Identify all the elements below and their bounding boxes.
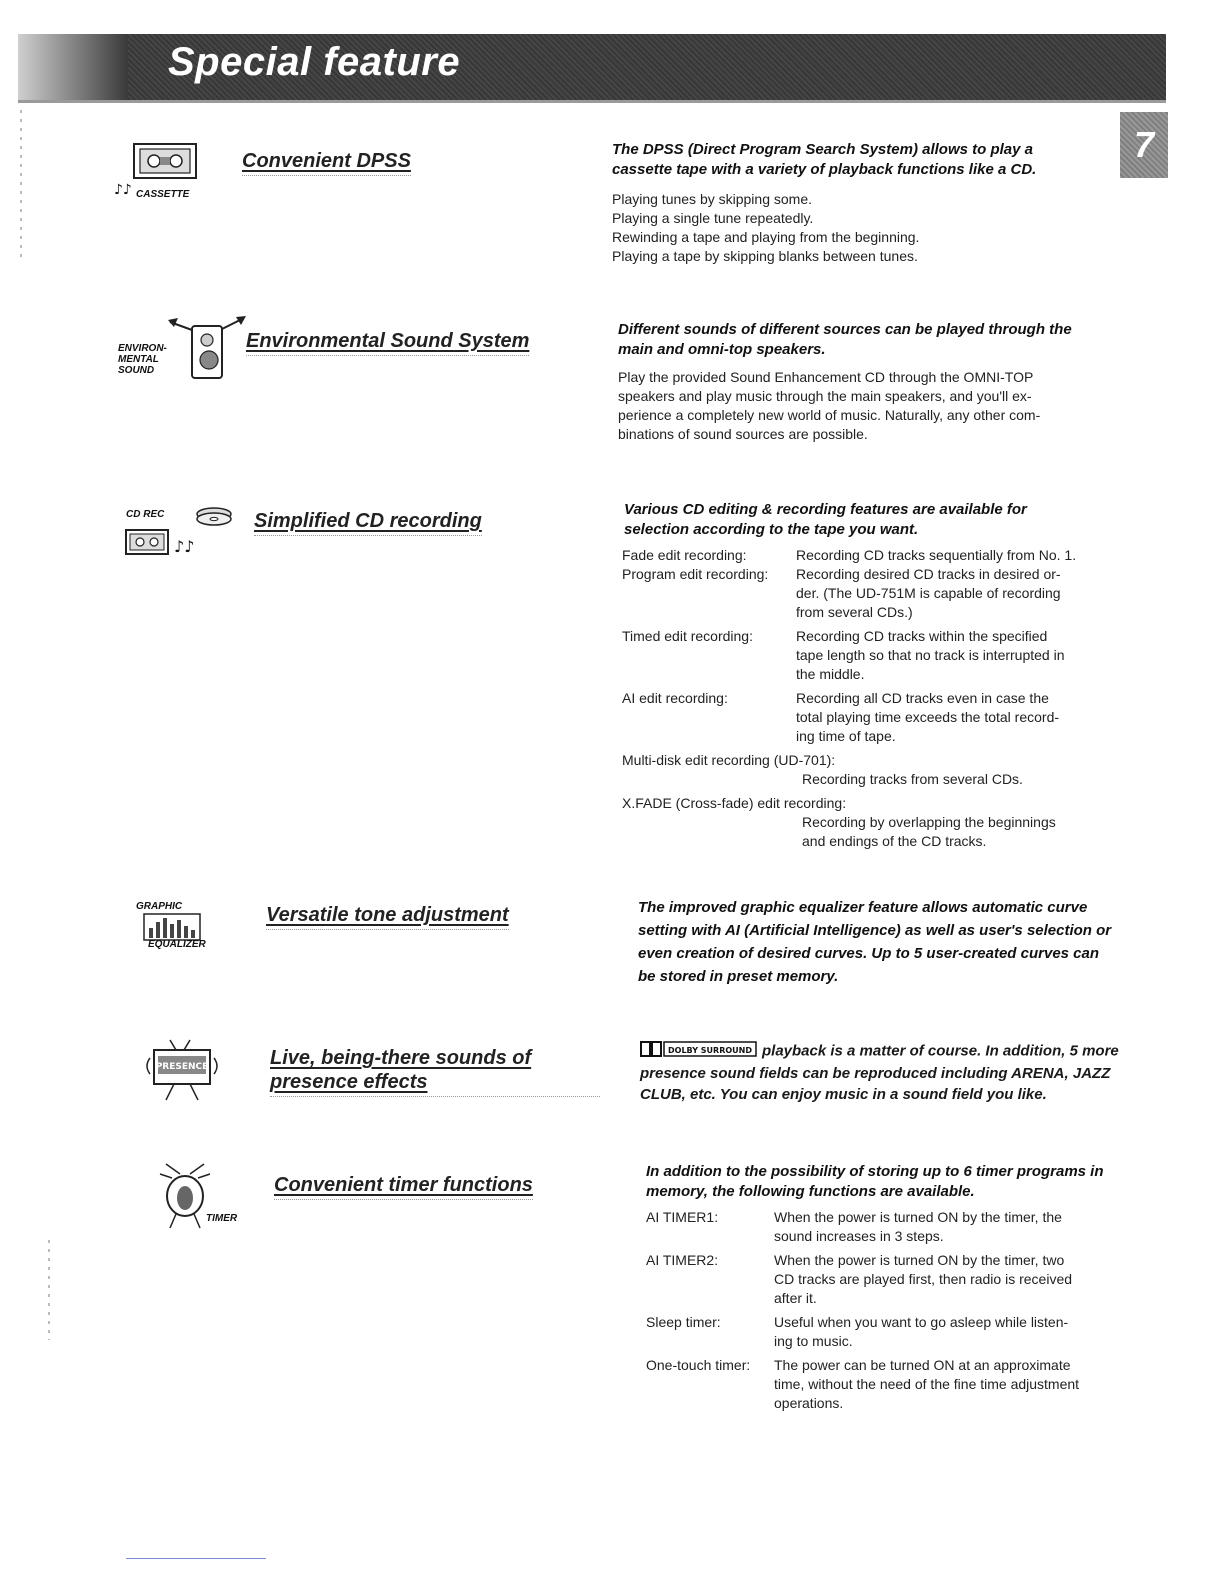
feature-definition-list <box>646 1208 1136 1413</box>
svg-text:♪♪: ♪♪ <box>114 182 132 198</box>
icon-caption: TIMER <box>206 1213 238 1224</box>
definition-desc: Recording CD tracks sequentially from No. 1. <box>796 547 1077 563</box>
dolby-logo-text: DOLBY SURROUND <box>668 1046 752 1055</box>
definition-row <box>622 627 1112 646</box>
definition-desc: from several CDs.) <box>796 604 913 620</box>
feature-title: Simplified CD recording <box>254 510 482 536</box>
definition-desc: der. (The UD-751M is capable of recording <box>796 585 1061 601</box>
definition-row <box>622 646 1112 665</box>
presence-icon-label: PRESENCE <box>155 1062 209 1072</box>
definition-row <box>622 689 1112 708</box>
definition-row <box>646 1289 1136 1308</box>
feature-lead: The DPSS (Direct Program Search System) allows to play a cassette tape with a variety of playback functions like a CD. <box>612 141 1037 178</box>
definition-term <box>646 1394 774 1413</box>
environmental-sound-icon <box>160 312 250 387</box>
definition-desc: When the power is turned ON by the timer, two <box>774 1252 1065 1268</box>
svg-text:♪♪: ♪♪ <box>174 537 195 556</box>
definition-row <box>646 1356 1136 1375</box>
feature-title: Live, being-there sounds of presence effects <box>270 1046 600 1097</box>
presence-icon <box>140 1038 230 1113</box>
body-line: binations of sound sources are possible. <box>618 426 868 442</box>
feature-lead-block <box>640 1040 1120 1105</box>
definition-term: Sleep timer: <box>646 1314 721 1330</box>
timer-icon <box>150 1156 220 1237</box>
body-line: Playing a single tune repeatedly. <box>612 210 814 226</box>
definition-row <box>646 1251 1136 1270</box>
definition-desc: Recording all CD tracks even in case the <box>796 690 1049 706</box>
definition-row <box>622 603 1112 622</box>
definition-term: Multi-disk edit recording (UD-701): <box>622 752 836 768</box>
definition-term <box>622 665 796 684</box>
definition-desc: operations. <box>774 1395 844 1411</box>
definition-term: Timed edit recording: <box>622 628 753 644</box>
definition-term <box>646 1289 774 1308</box>
definition-row <box>646 1227 1136 1246</box>
definition-term: AI edit recording: <box>622 690 728 706</box>
definition-row <box>646 1208 1136 1227</box>
definition-row <box>622 708 1112 727</box>
definition-desc: The power can be turned ON at an approximate <box>774 1357 1071 1373</box>
icon-caption: SOUND <box>118 365 155 376</box>
body-line: perience a completely new world of music. Naturally, any other com- <box>618 407 1041 423</box>
feature-lead: Different sounds of different sources can be played through the main and omni-top speakers. <box>618 321 1072 358</box>
header-rule <box>18 100 1166 103</box>
margin-dots <box>48 1240 50 1340</box>
definition-term: AI TIMER2: <box>646 1252 719 1268</box>
definition-term <box>646 1270 774 1289</box>
body-line: Playing a tape by skipping blanks between tunes. <box>612 248 918 264</box>
definition-desc: the middle. <box>796 666 865 682</box>
header-fade <box>18 34 128 100</box>
margin-dots <box>20 110 22 260</box>
page-header <box>18 34 1166 100</box>
definition-term <box>622 603 796 622</box>
body-line: Play the provided Sound Enhancement CD through the OMNI-TOP <box>618 369 1034 385</box>
definition-term <box>622 727 796 746</box>
definition-desc: Recording desired CD tracks in desired or- <box>796 566 1061 582</box>
definition-desc: Recording CD tracks within the specified <box>796 628 1048 644</box>
feature-definition-list <box>622 546 1112 851</box>
definition-term: AI TIMER1: <box>646 1209 719 1225</box>
feature-title: Environmental Sound System <box>246 330 529 356</box>
definition-term <box>622 584 796 603</box>
definition-desc: total playing time exceeds the total record- <box>796 709 1060 725</box>
definition-desc: CD tracks are played first, then radio is received <box>774 1271 1073 1287</box>
page-number-tab: 7 <box>1120 112 1168 178</box>
definition-desc: ing time of tape. <box>796 728 896 744</box>
definition-row <box>622 546 1112 565</box>
dolby-logo <box>640 1040 758 1063</box>
definition-row <box>622 665 1112 684</box>
definition-row <box>622 584 1112 603</box>
feature-lead: playback is a matter of course. In addition, 5 more presence sound fields can be reproduced including ARENA, JAZZ CLUB, etc. You can enjoy music in a sound field you like. <box>640 1042 1119 1103</box>
icon-caption: MENTAL <box>118 354 159 365</box>
definition-desc: after it. <box>774 1290 817 1306</box>
definition-desc: sound increases in 3 steps. <box>774 1228 944 1244</box>
feature-title: Versatile tone adjustment <box>266 904 509 930</box>
definition-desc: ing to music. <box>774 1333 853 1349</box>
definition-term <box>622 708 796 727</box>
feature-lead: Various CD editing & recording features are available for selection according to the tape you want. <box>624 501 1027 538</box>
feature-lead: The improved graphic equalizer feature allows automatic curve setting with AI (Artificial Intelligence) as well as user's selection or even creation of desired curves. Up to 5 user-created curves can be stored in preset memory. <box>638 899 1112 985</box>
page-title: Special feature <box>168 40 461 84</box>
feature-body <box>612 190 1082 266</box>
feature-lead: In addition to the possibility of storing up to 6 timer programs in memory, the following functions are available. <box>646 1163 1104 1200</box>
definition-row <box>622 565 1112 584</box>
feature-title: Convenient DPSS <box>242 150 411 176</box>
definition-desc: Recording tracks from several CDs. <box>802 771 1023 787</box>
body-line: Rewinding a tape and playing from the beginning. <box>612 229 920 245</box>
definition-row <box>646 1375 1136 1394</box>
icon-caption: ENVIRON- <box>118 343 167 354</box>
icon-caption: CD REC <box>126 509 165 520</box>
feature-title: Convenient timer functions <box>274 1174 533 1200</box>
definition-desc: Useful when you want to go asleep while listen- <box>774 1314 1069 1330</box>
definition-row <box>646 1394 1136 1413</box>
body-line: speakers and play music through the main speakers, and you'll ex- <box>618 388 1032 404</box>
icon-caption: EQUALIZER <box>148 939 206 950</box>
definition-term: One-touch timer: <box>646 1357 751 1373</box>
body-line: Playing tunes by skipping some. <box>612 191 812 207</box>
definition-desc: Recording by overlapping the beginnings <box>802 814 1056 830</box>
definition-desc: tape length so that no track is interrupted in <box>796 647 1065 663</box>
definition-desc: time, without the need of the fine time adjustment <box>774 1376 1080 1392</box>
definition-row <box>646 1313 1136 1332</box>
feature-body <box>618 368 1108 444</box>
cd-rec-icon <box>124 500 234 563</box>
definition-desc: and endings of the CD tracks. <box>802 833 987 849</box>
definition-term <box>646 1375 774 1394</box>
definition-term: Fade edit recording: <box>622 547 747 563</box>
definition-row <box>646 1332 1136 1351</box>
definition-term: X.FADE (Cross-fade) edit recording: <box>622 795 847 811</box>
definition-row <box>646 1270 1136 1289</box>
definition-desc: When the power is turned ON by the timer, the <box>774 1209 1062 1225</box>
definition-term: Program edit recording: <box>622 566 769 582</box>
definition-term <box>646 1332 774 1351</box>
definition-term <box>622 646 796 665</box>
definition-term <box>646 1227 774 1246</box>
icon-caption: CASSETTE <box>136 189 190 200</box>
icon-caption: GRAPHIC <box>136 901 183 912</box>
footer-rule <box>126 1558 266 1559</box>
definition-row <box>622 727 1112 746</box>
